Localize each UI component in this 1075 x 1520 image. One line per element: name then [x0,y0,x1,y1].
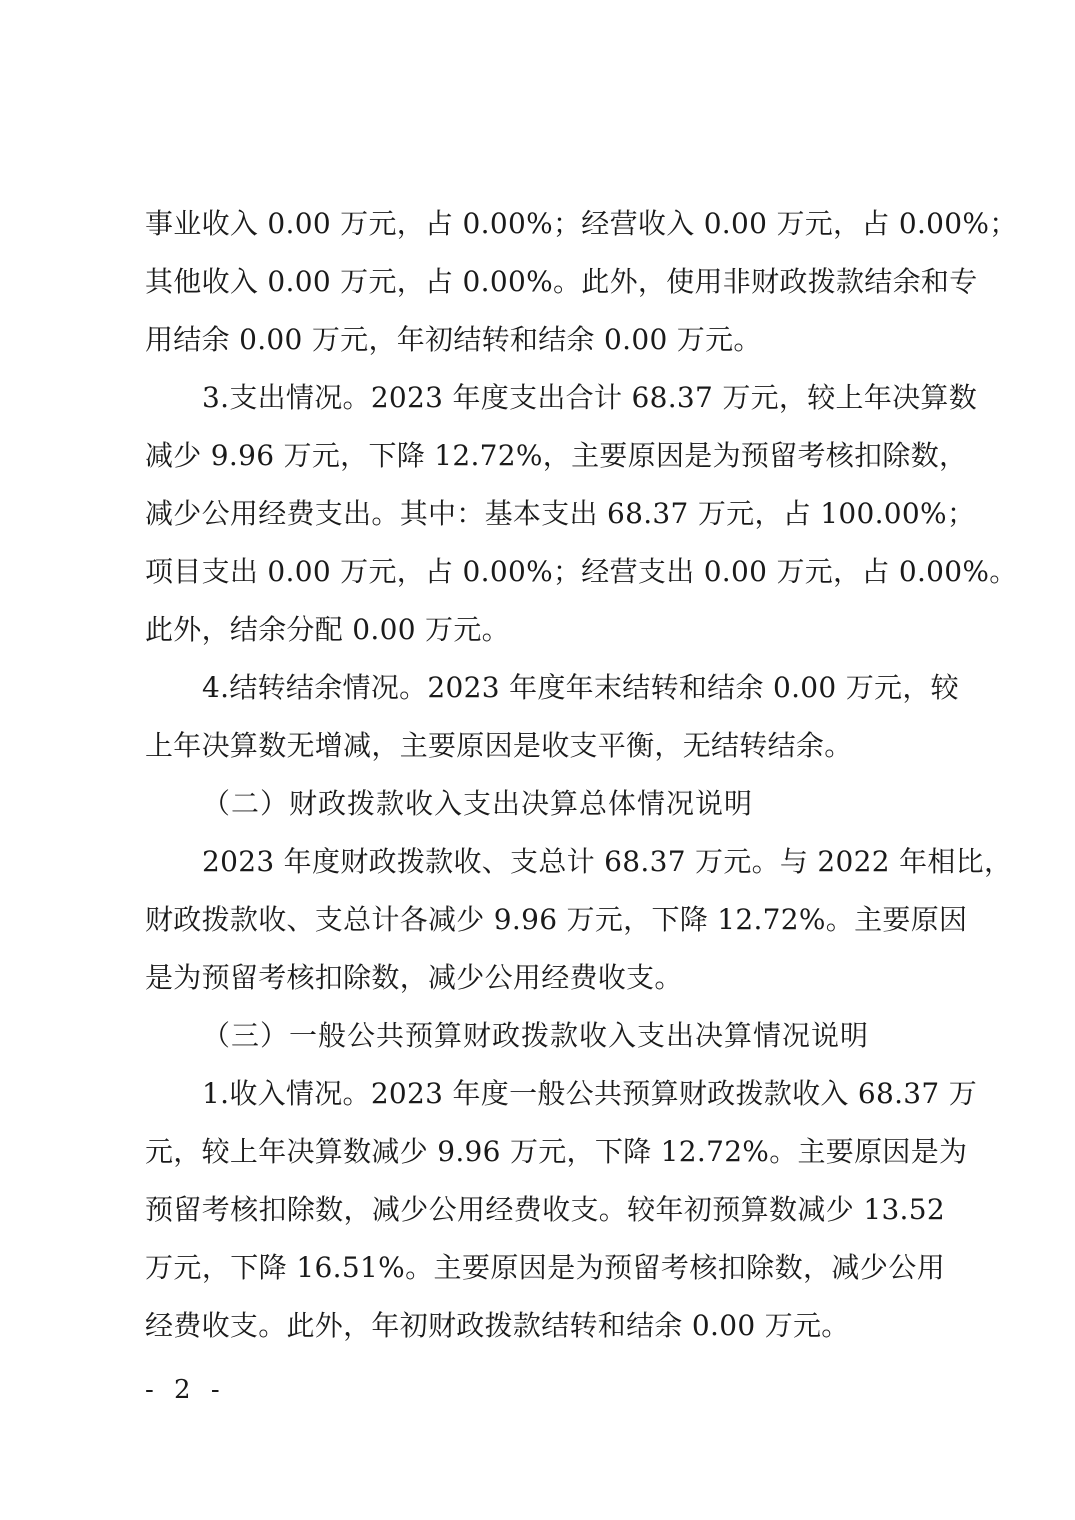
page-number: - 2 - [145,1375,226,1405]
paragraph-line: 其他收入 0.00 万元，占 0.00%。此外，使用非财政拨款结余和专 [145,265,978,298]
paragraph-line: 用结余 0.00 万元，年初结转和结余 0.00 万元。 [145,323,762,356]
paragraph-line: 万元，下降 16.51%。主要原因是为预留考核扣除数，减少公用 [145,1251,945,1284]
paragraph-line: 经费收支。此外，年初财政拨款结转和结余 0.00 万元。 [145,1309,850,1342]
paragraph-line: 项目支出 0.00 万元，占 0.00%；经营支出 0.00 万元，占 0.00%。 [145,555,1018,588]
paragraph-line: 事业收入 0.00 万元，占 0.00%；经营收入 0.00 万元，占 0.00%； [145,207,1018,240]
section-heading: （三）一般公共预算财政拨款收入支出决算情况说明 [202,1019,870,1052]
section-heading: （二）财政拨款收入支出决算总体情况说明 [202,787,754,820]
paragraph-line: 是为预留考核扣除数，减少公用经费收支。 [145,961,683,994]
paragraph-line: 此外，结余分配 0.00 万元。 [145,613,510,646]
paragraph-line: 元，较上年决算数减少 9.96 万元，下降 12.72%。主要原因是为 [145,1135,968,1168]
paragraph-line: 2023 年度财政拨款收、支总计 68.37 万元。与 2022 年相比， [202,845,1013,878]
paragraph-line: 减少 9.96 万元，下降 12.72%，主要原因是为预留考核扣除数， [145,439,968,472]
paragraph-line: 减少公用经费支出。其中：基本支出 68.37 万元，占 100.00%； [145,497,976,530]
paragraph-line: 1.收入情况。2023 年度一般公共预算财政拨款收入 68.37 万 [202,1077,978,1110]
paragraph-line: 预留考核扣除数，减少公用经费收支。较年初预算数减少 13.52 [145,1193,945,1226]
paragraph-line: 上年决算数无增减，主要原因是收支平衡，无结转结余。 [145,729,853,762]
paragraph-line: 3.支出情况。2023 年度支出合计 68.37 万元，较上年决算数 [202,381,978,414]
paragraph-line: 4.结转结余情况。2023 年度年末结转和结余 0.00 万元，较 [202,671,959,704]
paragraph-line: 财政拨款收、支总计各减少 9.96 万元，下降 12.72%。主要原因 [145,903,968,936]
